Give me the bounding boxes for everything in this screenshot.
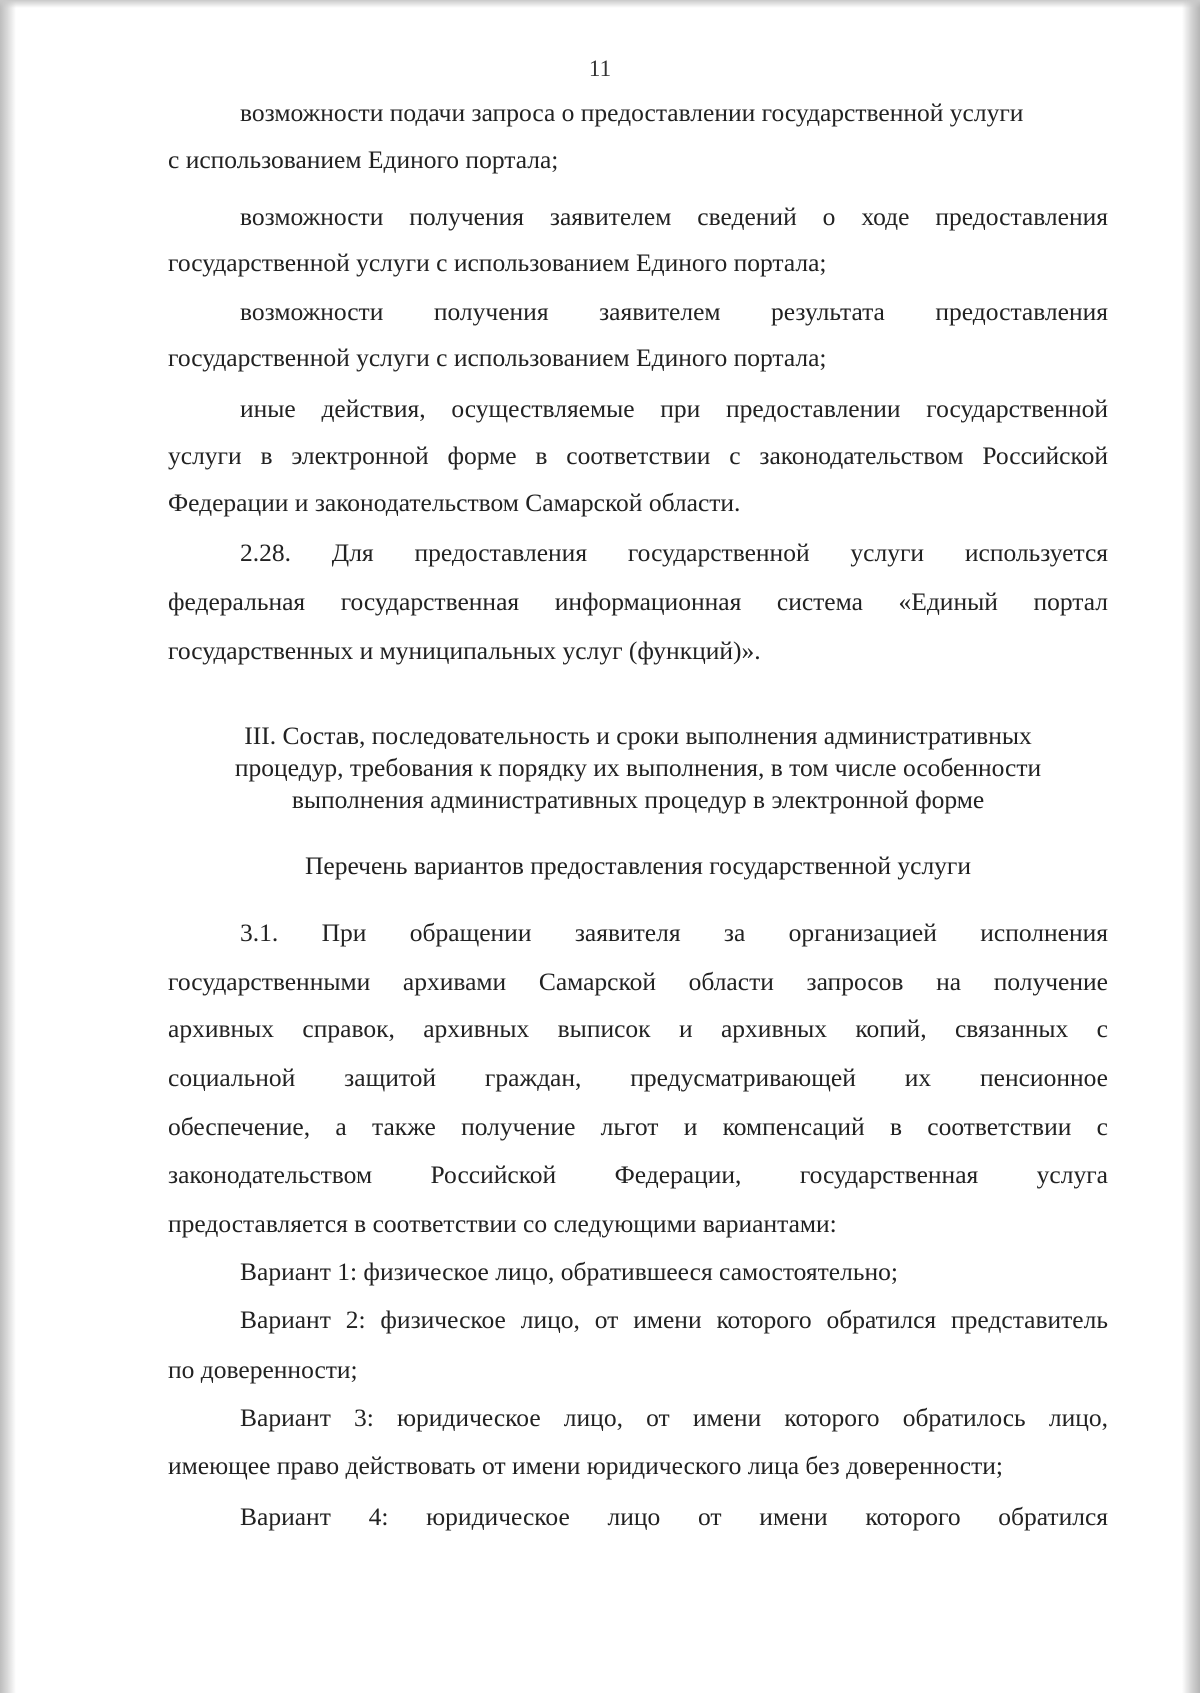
- text-line: государственной услуги с использованием Единого портала;: [168, 248, 827, 277]
- text-line: законодательством Российской Федерации, государственная услуга: [168, 1160, 1108, 1189]
- text-line: 2.28. Для предоставления государственной услуги используется: [240, 538, 1108, 567]
- text-line: возможности получения заявителем результата предоставления: [240, 297, 1108, 326]
- text-line: услуги в электронной форме в соответствии с законодательством Российской: [168, 441, 1108, 470]
- subheading: Перечень вариантов предоставления государственной услуги: [304, 851, 972, 880]
- section-heading-line: III. Состав, последовательность и сроки выполнения административных: [244, 721, 1032, 750]
- page-number: 11: [588, 56, 612, 81]
- text-line: возможности подачи запроса о предоставлении государственной услуги: [240, 98, 1024, 127]
- text-line: Вариант 1: физическое лицо, обратившееся самостоятельно;: [240, 1257, 898, 1286]
- text-line: Вариант 3: юридическое лицо, от имени которого обратилось лицо,: [240, 1403, 1108, 1432]
- text-line: Вариант 4: юридическое лицо от имени которого обратился: [240, 1502, 1108, 1531]
- text-line: государственных и муниципальных услуг (функций)».: [168, 636, 761, 665]
- text-line: Вариант 2: физическое лицо, от имени которого обратился представитель: [240, 1305, 1108, 1334]
- section-heading-line: выполнения административных процедур в электронной форме: [291, 785, 985, 814]
- text-line: обеспечение, а также получение льгот и компенсаций в соответствии с: [168, 1112, 1108, 1141]
- text-line: государственной услуги с использованием Единого портала;: [168, 343, 827, 372]
- text-line: Федерации и законодательством Самарской области.: [168, 488, 741, 517]
- text-line: социальной защитой граждан, предусматривающей их пенсионное: [168, 1063, 1108, 1092]
- text-line: архивных справок, архивных выписок и архивных копий, связанных с: [168, 1014, 1108, 1043]
- section-heading-line: процедур, требования к порядку их выполнения, в том числе особенности: [234, 753, 1042, 782]
- text-line: государственными архивами Самарской области запросов на получение: [168, 967, 1108, 996]
- text-line: иные действия, осуществляемые при предоставлении государственной: [240, 394, 1108, 423]
- text-line: по доверенности;: [168, 1355, 358, 1384]
- text-line: с использованием Единого портала;: [168, 145, 559, 174]
- text-line: федеральная государственная информационная система «Единый портал: [168, 587, 1108, 616]
- text-line: имеющее право действовать от имени юридического лица без доверенности;: [168, 1451, 1003, 1480]
- text-line: возможности получения заявителем сведений о ходе предоставления: [240, 202, 1108, 231]
- text-line: 3.1. При обращении заявителя за организацией исполнения: [240, 918, 1108, 947]
- text-line: предоставляется в соответствии со следующими вариантами:: [168, 1209, 837, 1238]
